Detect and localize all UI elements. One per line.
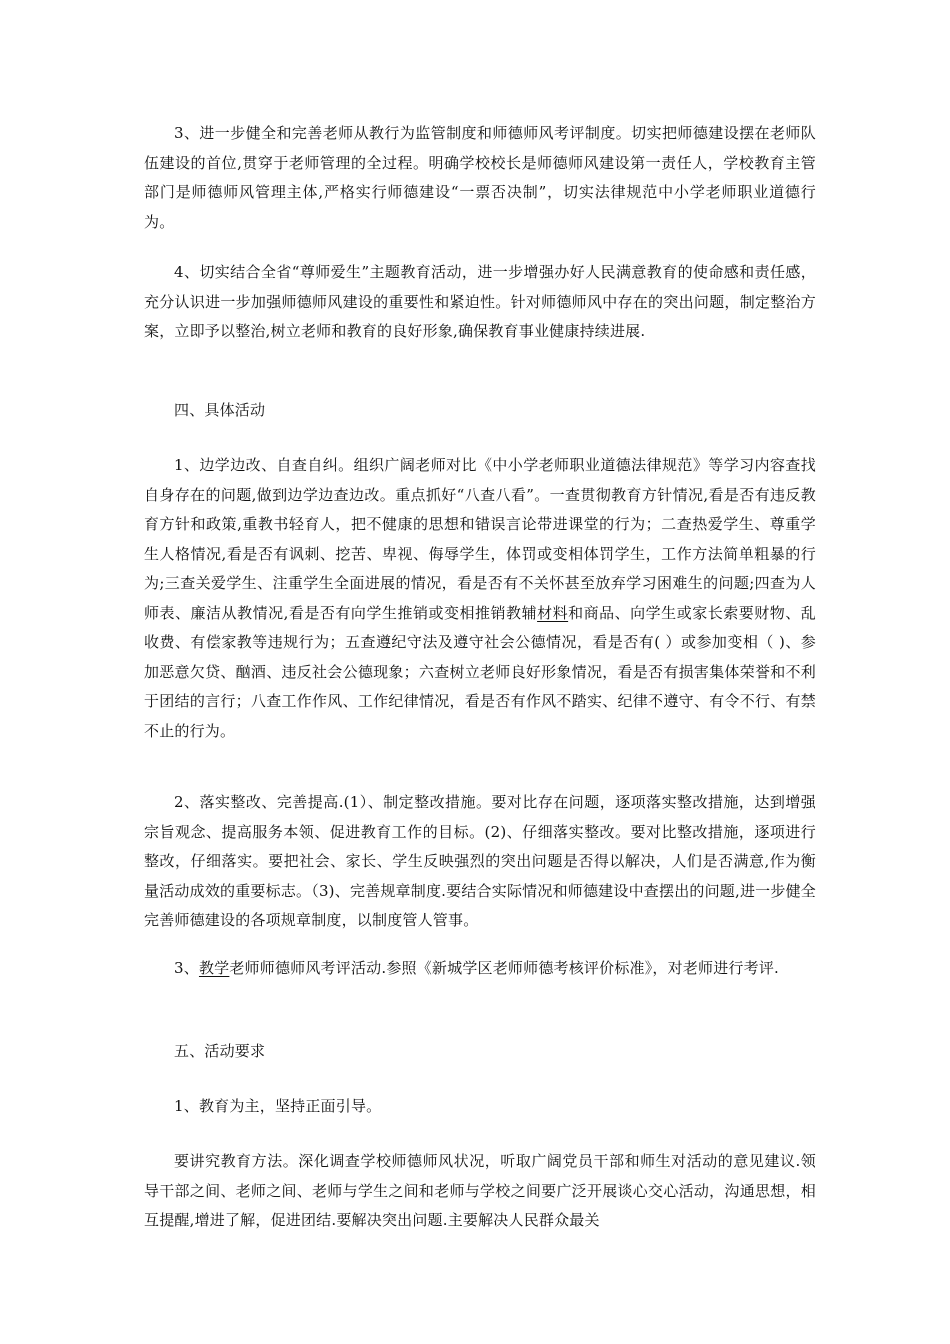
activity-3-text	[144, 954, 816, 984]
paragraph-4	[144, 258, 816, 347]
activity-1-text	[144, 451, 816, 746]
section-heading-4: 四、具体活动	[174, 401, 266, 419]
activity-3-suffix: 老师师德师风考评活动.参照《新城学区老师师德考核评价标准》，对老师进行考评.	[229, 959, 779, 977]
activity-2	[144, 788, 816, 936]
section-heading-5: 五、活动要求	[174, 1042, 266, 1060]
paragraph-4-text: 4、切实结合全省“尊师爱生”主题教育活动，进一步增强办好人民满意教育的使命感和责任感，充分认识进一步加强师德师风建设的重要性和紧迫性。针对师德师风中存在的突出问题，制定整治方案，立即予以整治,树立老师和教育的良好形象,确保教育事业健康持续进展.	[144, 263, 816, 340]
activity-1	[144, 451, 816, 746]
teaching-link[interactable]: 教学	[198, 959, 230, 977]
activity-3-prefix: 3、	[174, 959, 199, 977]
requirement-body-text: 要讲究教育方法。深化调查学校师德师风状况，听取广阔党员干部和师生对活动的意见建议.领导干部之间、老师之间、老师与学生之间和老师与学校之间要广泛开展谈心交心活动，沟通思想，相互提醒,增进了解，促进团结.要解决突出问题.主要解决人民群众最关	[144, 1152, 816, 1229]
activity-3	[144, 954, 816, 984]
activity-1-part-a: 1、边学边改、自查自纠。组织广阔老师对比《中小学老师职业道德法律规范》等学习内容查找自身存在的问题,做到边学边查边改。重点抓好“八查八看”。一查贯彻教育方针情况,看是否有违反教育方针和政策,重教书轻育人，把不健康的思想和错误言论带进课堂的行为；二查热爱学生、尊重学生人格情况,看是否有讽刺、挖苦、卑视、侮辱学生，体罚或变相体罚学生，工作方法简单粗暴的行为;三查关爱学生、注重学生全面进展的情况，看是否有不关怀甚至放弃学习困难生的问题;四查为人师表、廉洁从教情况,看是否有向学生推销或变相推销教辅	[144, 456, 816, 622]
activity-1-part-b: 和商品、向学生或家长索要财物、乱收费、有偿家教等违规行为；五查遵纪守法及遵守社会公德情况，看是否有( ）或参加变相（ )、参加恶意欠贷、酗酒、违反社会公德现象；六查树立老师良好形象情况，看是否有损害集体荣誉和不利于团结的言行；八查工作作风、工作纪律情况，看是否有作风不踏实、纪律不遵守、有令不行、有禁不止的行为。	[144, 603, 816, 740]
materials-link[interactable]: 材料	[537, 603, 569, 622]
requirement-body	[144, 1147, 816, 1236]
paragraph-3	[144, 119, 816, 237]
requirement-1: 1、教育为主，坚持正面引导。	[174, 1097, 382, 1115]
paragraph-3-text: 3、进一步健全和完善老师从教行为监管制度和师德师风考评制度。切实把师德建设摆在老师队伍建设的首位,贯穿于老师管理的全过程。明确学校校长是师德师风建设第一责任人，学校教育主管部门是师德师风管理主体,严格实行师德建设“一票否决制”，切实法律规范中小学老师职业道德行为。	[144, 124, 816, 231]
activity-2-text: 2、落实整改、完善提高.(1）、制定整改措施。要对比存在问题，逐项落实整改措施，达到增强宗旨观念、提高服务本领、促进教育工作的目标。(2)、仔细落实整改。要对比整改措施，逐项进行整改，仔细落实。要把社会、家长、学生反映强烈的突出问题是否得以解决，人们是否满意,作为衡量活动成效的重要标志。（3)、完善规章制度.要结合实际情况和师德建设中查摆出的问题,进一步健全完善师德建设的各项规章制度，以制度管人管事。	[144, 793, 816, 929]
